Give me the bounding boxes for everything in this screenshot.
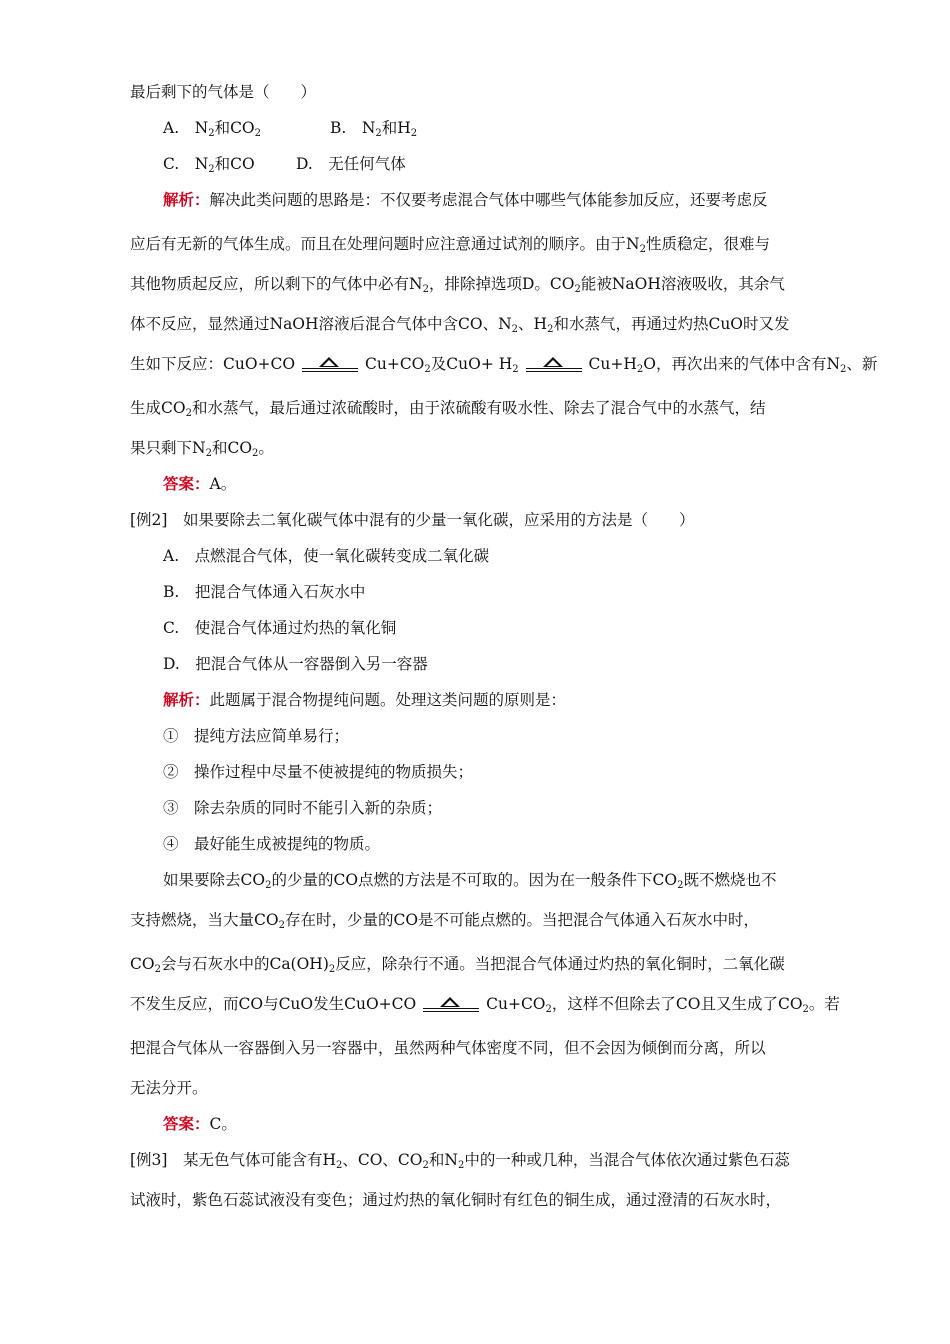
answer-2: 答案：C。 — [163, 1114, 237, 1133]
analysis-2-line-4: 不发生反应，而CO与CuO发生CuO+CO $Cu+CO_2$，这样不但除去了CO且又生成了$CO_2$。若 — [130, 995, 840, 1015]
question-2-option-b: B. 把混合气体通入石灰水中 — [163, 583, 366, 601]
analysis-1-line-2: 应后有无新的气体生成。而且在处理问题时应注意通过试剂的顺序。由于$N_2$性质稳定，很难与 — [130, 235, 770, 255]
answer-label: 答案： — [163, 474, 210, 493]
option-a: A. $N_2$和$CO_2$ — [163, 119, 262, 139]
analysis-2-line-2: 支持燃烧，当大量$CO_2$存在时，少量的CO是不可能点燃的。当把混合气体通入石灰水中时， — [130, 911, 760, 931]
question-2-option-d: D. 把混合气体从一容器倒入另一容器 — [163, 655, 428, 673]
question-1-tail: 最后剩下的气体是（ ） — [130, 83, 317, 101]
analysis-1-line-4: 体不反应，显然通过NaOH溶液后混合气体中含CO、$N_2$、$H_2$和水蒸气，再通过灼热CuO时又发 — [130, 315, 790, 335]
option-d: D. 无任何气体 — [296, 155, 406, 173]
analysis-label: 解析： — [163, 190, 210, 209]
answer-1: 答案：A。 — [163, 474, 237, 493]
principle-1: ① 提纯方法应简单易行； — [163, 727, 350, 745]
answer-label: 答案： — [163, 1114, 210, 1133]
analysis-2-line-6: 无法分开。 — [130, 1079, 208, 1097]
analysis-2-line-5: 把混合气体从一容器倒入另一容器中，虽然两种气体密度不同，但不会因为倾倒而分离，所以 — [130, 1039, 766, 1057]
principle-2: ② 操作过程中尽量不使被提纯的物质损失； — [163, 763, 474, 781]
question-2-option-a: A. 点燃混合气体，使一氧化碳转变成二氧化碳 — [163, 547, 490, 565]
analysis-2-line-3: $CO_2$会与石灰水中的$Ca(OH)_2$反应，除杂行不通。当把混合气体通过灼热的氧化铜时，二氧化碳 — [130, 955, 785, 975]
principle-4: ④ 最好能生成被提纯的物质。 — [163, 835, 381, 853]
question-2-option-c: C. 使混合气体通过灼热的氧化铜 — [163, 619, 397, 637]
heating-condition-icon — [526, 355, 582, 373]
question-2-stem: [例2] 如果要除去二氧化碳气体中混有的少量一氧化碳，应采用的方法是（ ） — [130, 511, 695, 529]
analysis-2-line-1: 如果要除去$CO_2$的少量的CO点燃的方法是不可取的。因为在一般条件下$CO_2$既不燃烧也不 — [163, 871, 777, 891]
heating-condition-icon — [302, 355, 358, 373]
analysis-2-intro: 解析：此题属于混合物提纯问题。处理这类问题的原则是： — [163, 690, 567, 709]
question-3-line-2: 试液时，紫色石蕊试液没有变色；通过灼热的氧化铜时有红色的铜生成，通过澄清的石灰水时， — [130, 1191, 782, 1209]
analysis-1-line-3: 其他物质起反应，所以剩下的气体中必有$N_2$，排除掉选项D。$CO_2$能被NaOH溶液吸收，其余气 — [130, 275, 785, 295]
analysis-1-line-6: 生成$CO_2$和水蒸气，最后通过浓硫酸时，由于浓硫酸有吸水性、除去了混合气中的水蒸气，结 — [130, 399, 766, 419]
option-c: C. $N_2$和CO — [163, 155, 255, 175]
analysis-1-line-1: 解析：解决此类问题的思路是：不仅要考虑混合气体中哪些气体能参加反应，还要考虑反 — [163, 190, 768, 209]
analysis-1-line-7: 果只剩下$N_2$和$CO_2$。 — [130, 439, 274, 459]
question-3-line-1: [例3] 某无色气体可能含有$H_2$、CO、$CO_2$和$N_2$中的一种或几种，当混合气体依次通过紫色石蕊 — [130, 1151, 790, 1171]
heating-condition-icon — [423, 995, 479, 1013]
principle-3: ③ 除去杂质的同时不能引入新的杂质； — [163, 799, 443, 817]
option-b: B. $N_2$和$H_2$ — [330, 119, 418, 139]
analysis-1-line-5: 生如下反应：CuO+CO $Cu+CO_2$及$CuO+ H_2$ $Cu+H_2O$，再次出来的气体中含有$N_2$、新 — [130, 355, 878, 375]
analysis-label: 解析： — [163, 690, 210, 709]
